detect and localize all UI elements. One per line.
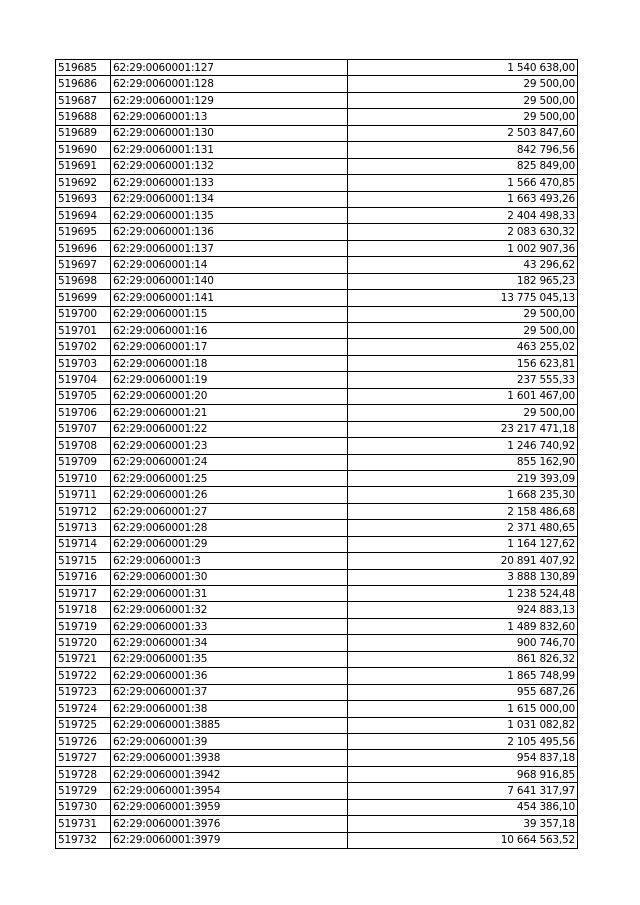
table-row [56, 109, 578, 125]
cadastral-number-cell: 62:29:0060001:30 [111, 569, 348, 585]
cadastral-number-cell: 62:29:0060001:131 [111, 142, 348, 158]
table-row [56, 816, 578, 832]
cadastral-value-cell: 968 916,85 [348, 766, 578, 782]
table-row [56, 487, 578, 503]
table-row [56, 339, 578, 355]
row-id-cell: 519718 [56, 602, 111, 618]
cadastral-number-cell: 62:29:0060001:32 [111, 602, 348, 618]
cadastral-number-cell: 62:29:0060001:39 [111, 733, 348, 749]
cadastral-value-cell: 1 238 524,48 [348, 586, 578, 602]
cadastral-number-cell: 62:29:0060001:132 [111, 158, 348, 174]
row-id-cell: 519728 [56, 766, 111, 782]
cadastral-number-cell: 62:29:0060001:3938 [111, 750, 348, 766]
cadastral-value-cell: 454 386,10 [348, 799, 578, 815]
row-id-cell: 519687 [56, 92, 111, 108]
cadastral-value-cell: 1 031 082,82 [348, 717, 578, 733]
table-row [56, 372, 578, 388]
table-row [56, 158, 578, 174]
cadastral-value-cell: 10 664 563,52 [348, 832, 578, 848]
cadastral-number-cell: 62:29:0060001:36 [111, 668, 348, 684]
row-id-cell: 519698 [56, 273, 111, 289]
row-id-cell: 519688 [56, 109, 111, 125]
cadastral-value-cell: 29 500,00 [348, 323, 578, 339]
row-id-cell: 519726 [56, 733, 111, 749]
cadastral-value-cell: 3 888 130,89 [348, 569, 578, 585]
table-row [56, 290, 578, 306]
cadastral-value-cell: 29 500,00 [348, 109, 578, 125]
cadastral-number-cell: 62:29:0060001:37 [111, 684, 348, 700]
cadastral-number-cell: 62:29:0060001:3959 [111, 799, 348, 815]
cadastral-value-cell: 2 503 847,60 [348, 125, 578, 141]
table-row [56, 355, 578, 371]
row-id-cell: 519700 [56, 306, 111, 322]
row-id-cell: 519729 [56, 783, 111, 799]
table-row [56, 701, 578, 717]
cadastral-number-cell: 62:29:0060001:33 [111, 618, 348, 634]
row-id-cell: 519690 [56, 142, 111, 158]
cadastral-value-cell: 1 489 832,60 [348, 618, 578, 634]
table-row [56, 668, 578, 684]
row-id-cell: 519708 [56, 438, 111, 454]
row-id-cell: 519697 [56, 257, 111, 273]
row-id-cell: 519705 [56, 388, 111, 404]
table-row [56, 191, 578, 207]
cadastral-value-cell: 7 641 317,97 [348, 783, 578, 799]
cadastral-value-cell: 1 615 000,00 [348, 701, 578, 717]
row-id-cell: 519731 [56, 816, 111, 832]
cadastral-number-cell: 62:29:0060001:3979 [111, 832, 348, 848]
cadastral-value-cell: 2 083 630,32 [348, 224, 578, 240]
row-id-cell: 519722 [56, 668, 111, 684]
table-body [56, 60, 578, 849]
row-id-cell: 519699 [56, 290, 111, 306]
cadastral-number-cell: 62:29:0060001:3885 [111, 717, 348, 733]
table-row [56, 470, 578, 486]
table-row [56, 257, 578, 273]
cadastral-number-cell: 62:29:0060001:22 [111, 421, 348, 437]
cadastral-number-cell: 62:29:0060001:19 [111, 372, 348, 388]
table-row [56, 438, 578, 454]
cadastral-number-cell: 62:29:0060001:15 [111, 306, 348, 322]
cadastral-number-cell: 62:29:0060001:31 [111, 586, 348, 602]
cadastral-number-cell: 62:29:0060001:38 [111, 701, 348, 717]
cadastral-value-cell: 855 162,90 [348, 454, 578, 470]
row-id-cell: 519711 [56, 487, 111, 503]
cadastral-value-cell: 237 555,33 [348, 372, 578, 388]
cadastral-value-cell: 2 105 495,56 [348, 733, 578, 749]
cadastral-value-cell: 182 965,23 [348, 273, 578, 289]
table-row [56, 273, 578, 289]
cadastral-number-cell: 62:29:0060001:25 [111, 470, 348, 486]
cadastral-number-cell: 62:29:0060001:3954 [111, 783, 348, 799]
table-row [56, 503, 578, 519]
cadastral-value-cell: 1 164 127,62 [348, 536, 578, 552]
cadastral-number-cell: 62:29:0060001:135 [111, 207, 348, 223]
row-id-cell: 519703 [56, 355, 111, 371]
cadastral-number-cell: 62:29:0060001:133 [111, 175, 348, 191]
cadastral-number-cell: 62:29:0060001:28 [111, 520, 348, 536]
cadastral-number-cell: 62:29:0060001:134 [111, 191, 348, 207]
row-id-cell: 519709 [56, 454, 111, 470]
table-row [56, 733, 578, 749]
row-id-cell: 519702 [56, 339, 111, 355]
row-id-cell: 519706 [56, 405, 111, 421]
cadastral-number-cell: 62:29:0060001:26 [111, 487, 348, 503]
table-row [56, 635, 578, 651]
row-id-cell: 519694 [56, 207, 111, 223]
cadastral-number-cell: 62:29:0060001:34 [111, 635, 348, 651]
table-row [56, 618, 578, 634]
table-row [56, 388, 578, 404]
cadastral-number-cell: 62:29:0060001:20 [111, 388, 348, 404]
table-row [56, 569, 578, 585]
cadastral-value-cell: 219 393,09 [348, 470, 578, 486]
table-row [56, 651, 578, 667]
cadastral-number-cell: 62:29:0060001:21 [111, 405, 348, 421]
row-id-cell: 519691 [56, 158, 111, 174]
table-row [56, 766, 578, 782]
row-id-cell: 519685 [56, 60, 111, 76]
table-row [56, 553, 578, 569]
cadastral-number-cell: 62:29:0060001:18 [111, 355, 348, 371]
cadastral-value-cell: 29 500,00 [348, 306, 578, 322]
cadastral-number-cell: 62:29:0060001:140 [111, 273, 348, 289]
table-row [56, 684, 578, 700]
table-row [56, 832, 578, 848]
cadastral-number-cell: 62:29:0060001:29 [111, 536, 348, 552]
cadastral-number-cell: 62:29:0060001:23 [111, 438, 348, 454]
cadastral-number-cell: 62:29:0060001:16 [111, 323, 348, 339]
cadastral-number-cell: 62:29:0060001:3 [111, 553, 348, 569]
cadastral-value-cell: 39 357,18 [348, 816, 578, 832]
cadastral-number-cell: 62:29:0060001:35 [111, 651, 348, 667]
cadastral-value-cell: 1 601 467,00 [348, 388, 578, 404]
cadastral-value-cell: 2 158 486,68 [348, 503, 578, 519]
row-id-cell: 519719 [56, 618, 111, 634]
table-row [56, 207, 578, 223]
row-id-cell: 519724 [56, 701, 111, 717]
cadastral-value-cell: 43 296,62 [348, 257, 578, 273]
cadastral-value-cell: 861 826,32 [348, 651, 578, 667]
row-id-cell: 519713 [56, 520, 111, 536]
table-row [56, 76, 578, 92]
table-row [56, 306, 578, 322]
cadastral-value-cell: 1 668 235,30 [348, 487, 578, 503]
cadastral-number-cell: 62:29:0060001:130 [111, 125, 348, 141]
row-id-cell: 519716 [56, 569, 111, 585]
cadastral-value-cell: 825 849,00 [348, 158, 578, 174]
row-id-cell: 519693 [56, 191, 111, 207]
cadastral-number-cell: 62:29:0060001:3976 [111, 816, 348, 832]
table-row [56, 717, 578, 733]
cadastral-number-cell: 62:29:0060001:136 [111, 224, 348, 240]
table-row [56, 799, 578, 815]
table-row [56, 175, 578, 191]
row-id-cell: 519695 [56, 224, 111, 240]
row-id-cell: 519714 [56, 536, 111, 552]
cadastral-value-cell: 20 891 407,92 [348, 553, 578, 569]
table-row [56, 783, 578, 799]
row-id-cell: 519710 [56, 470, 111, 486]
cadastral-value-cell: 955 687,26 [348, 684, 578, 700]
row-id-cell: 519723 [56, 684, 111, 700]
row-id-cell: 519725 [56, 717, 111, 733]
cadastral-value-cell: 842 796,56 [348, 142, 578, 158]
cadastral-number-cell: 62:29:0060001:129 [111, 92, 348, 108]
row-id-cell: 519692 [56, 175, 111, 191]
table-row [56, 142, 578, 158]
cadastral-value-cell: 900 746,70 [348, 635, 578, 651]
cadastral-value-cell: 2 404 498,33 [348, 207, 578, 223]
row-id-cell: 519715 [56, 553, 111, 569]
cadastral-value-cell: 1 865 748,99 [348, 668, 578, 684]
cadastral-number-cell: 62:29:0060001:27 [111, 503, 348, 519]
row-id-cell: 519717 [56, 586, 111, 602]
cadastral-value-cell: 954 837,18 [348, 750, 578, 766]
table-row [56, 92, 578, 108]
row-id-cell: 519704 [56, 372, 111, 388]
cadastral-value-cell: 29 500,00 [348, 92, 578, 108]
cadastral-value-cell: 29 500,00 [348, 405, 578, 421]
cadastral-value-cell: 1 540 638,00 [348, 60, 578, 76]
table-row [56, 454, 578, 470]
cadastral-number-cell: 62:29:0060001:14 [111, 257, 348, 273]
table-row [56, 586, 578, 602]
cadastral-number-cell: 62:29:0060001:127 [111, 60, 348, 76]
row-id-cell: 519721 [56, 651, 111, 667]
cadastral-number-cell: 62:29:0060001:137 [111, 240, 348, 256]
row-id-cell: 519730 [56, 799, 111, 815]
table-row [56, 125, 578, 141]
row-id-cell: 519689 [56, 125, 111, 141]
table-row [56, 602, 578, 618]
cadastral-value-cell: 156 623,81 [348, 355, 578, 371]
table-row [56, 750, 578, 766]
table-row [56, 421, 578, 437]
cadastral-number-cell: 62:29:0060001:128 [111, 76, 348, 92]
table-row [56, 224, 578, 240]
cadastral-value-cell: 2 371 480,65 [348, 520, 578, 536]
cadastral-number-cell: 62:29:0060001:24 [111, 454, 348, 470]
cadastral-value-cell: 1 663 493,26 [348, 191, 578, 207]
cadastral-value-cell: 1 002 907,36 [348, 240, 578, 256]
table-row [56, 405, 578, 421]
row-id-cell: 519707 [56, 421, 111, 437]
cadastral-number-cell: 62:29:0060001:141 [111, 290, 348, 306]
row-id-cell: 519727 [56, 750, 111, 766]
table-row [56, 240, 578, 256]
cadastral-value-cell: 463 255,02 [348, 339, 578, 355]
cadastral-value-cell: 1 566 470,85 [348, 175, 578, 191]
cadastral-value-cell: 13 775 045,13 [348, 290, 578, 306]
table-row [56, 520, 578, 536]
cadastral-value-cell: 1 246 740,92 [348, 438, 578, 454]
row-id-cell: 519732 [56, 832, 111, 848]
table-row [56, 60, 578, 76]
row-id-cell: 519696 [56, 240, 111, 256]
row-id-cell: 519712 [56, 503, 111, 519]
cadastral-value-cell: 924 883,13 [348, 602, 578, 618]
row-id-cell: 519701 [56, 323, 111, 339]
row-id-cell: 519686 [56, 76, 111, 92]
cadastral-value-cell: 29 500,00 [348, 76, 578, 92]
table-row [56, 536, 578, 552]
row-id-cell: 519720 [56, 635, 111, 651]
cadastral-number-cell: 62:29:0060001:3942 [111, 766, 348, 782]
cadastral-value-cell: 23 217 471,18 [348, 421, 578, 437]
cadastral-number-cell: 62:29:0060001:17 [111, 339, 348, 355]
cadastral-value-table [55, 59, 578, 849]
cadastral-number-cell: 62:29:0060001:13 [111, 109, 348, 125]
table-row [56, 323, 578, 339]
